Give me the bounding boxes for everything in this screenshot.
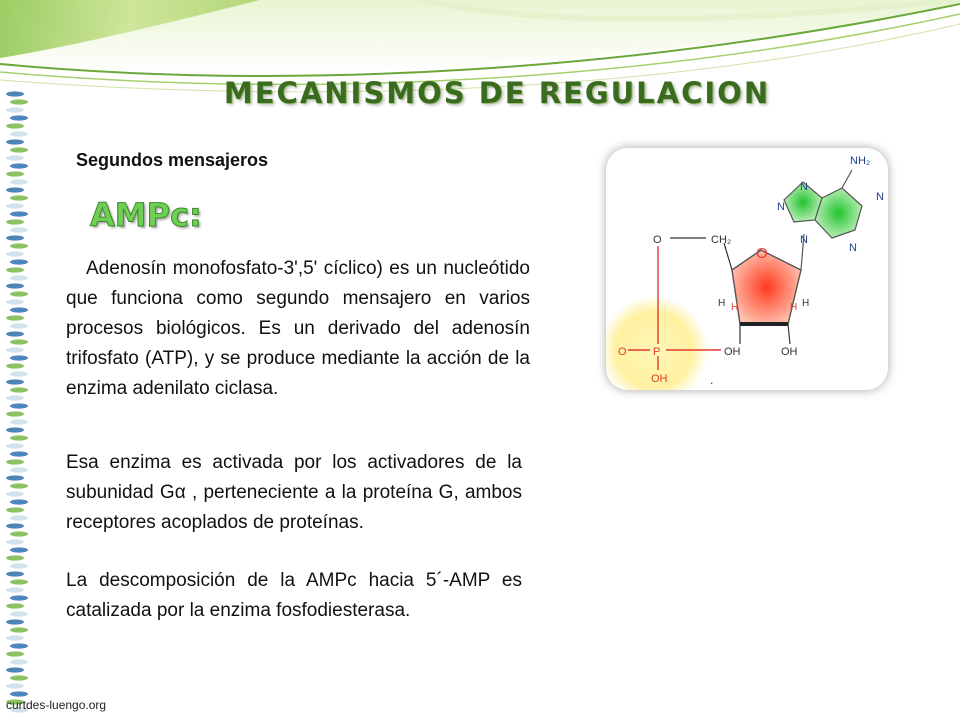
label-n-3: N [777,201,785,213]
label-h-2: H [731,302,739,313]
label-oh-p: OH [651,373,668,385]
slide-title: MECANISMOS DE REGULACION [223,76,771,110]
label-nh2: NH₂ [850,155,871,167]
purine-ring-pyrimidine [815,188,862,238]
label-n-5: N [849,242,857,254]
ampc-heading: AMPc: [90,196,202,234]
camp-structure-figure [606,148,888,390]
label-n-4: N [800,234,808,246]
label-h-4: H [802,298,810,309]
label-o-left: O [618,346,627,358]
label-h-1: H [718,298,726,309]
left-chain-border [0,90,34,720]
source-credit: curtdes-luengo.org [6,698,107,712]
label-ch2: CH₂ [711,234,732,246]
label-o-top: O [653,234,662,246]
label-h-3: H [790,302,798,313]
section-subtitle: Segundos mensajeros [76,150,269,170]
label-dot: . [710,373,714,387]
label-oh-1: OH [724,346,741,358]
paragraph-degradation: La descomposición de la AMPc hacia 5´-AMP es catalizada por la enzima fosfodiesterasa. [66,570,522,621]
paragraph-activation: Esa enzima es activada por los activadores de la subunidad Gα , perteneciente a la proteína G, ambos receptores acoplados de proteínas. [66,452,522,533]
paragraph-definition: Adenosín monofosfato-3',5' cíclico) es un nucleótido que funciona como segundo mensajero en varios procesos biológicos. Es un derivado del adenosín trifosfato (ATP), y se produce mediante la acción de la enzima adenilato ciclasa. [66,258,530,399]
label-n-2: N [876,191,884,203]
label-n-1: N [800,181,808,193]
label-p: P [653,346,661,358]
label-oh-2: OH [781,346,798,358]
label-ring-o: O [756,245,768,262]
